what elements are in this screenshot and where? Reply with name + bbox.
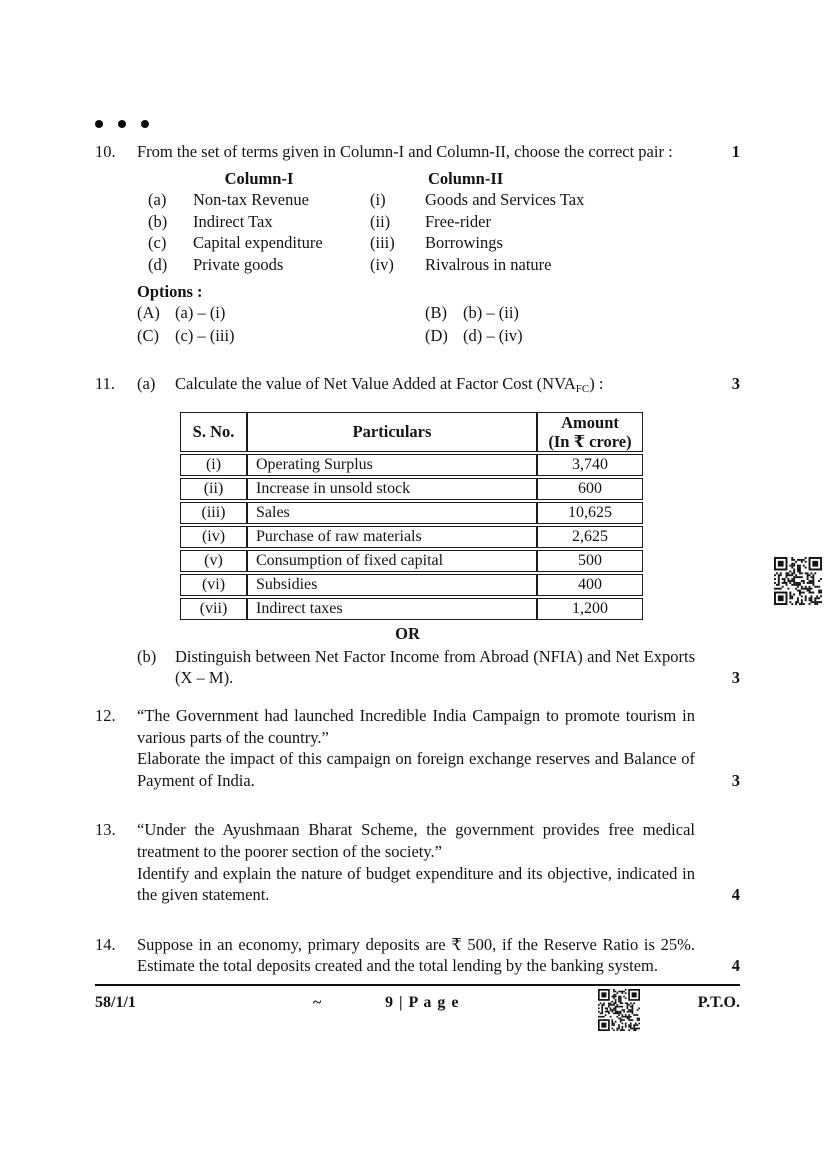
match-row <box>137 211 740 233</box>
option-label: (D) <box>425 325 448 345</box>
column-1-header: Column-I <box>224 168 294 188</box>
bullet-dot <box>141 120 149 128</box>
page-content <box>95 120 740 977</box>
cell-amount: 10,625 <box>537 502 643 524</box>
question-14 <box>95 934 740 977</box>
cell-amount: 500 <box>537 550 643 572</box>
question-number: 12. <box>95 705 116 725</box>
cell-sno: (iii) <box>180 502 247 524</box>
match-columns <box>137 168 740 276</box>
question-12 <box>95 705 740 791</box>
table-row <box>180 454 643 476</box>
options-label: Options : <box>137 281 203 301</box>
cell-particulars: Indirect taxes <box>247 598 537 620</box>
qr-code-footer <box>598 989 640 1031</box>
item-label: (c) <box>148 233 167 253</box>
question-10 <box>95 141 740 347</box>
subpart-label: (b) <box>137 646 157 666</box>
cell-sno: (i) <box>180 454 247 476</box>
item-label: (iii) <box>370 233 395 253</box>
cell-amount: 3,740 <box>537 454 643 476</box>
question-text: Identify and explain the nature of budget expenditure and its objective, indicated in the given statement. <box>137 863 695 905</box>
pto-label: P.T.O. <box>697 994 740 1011</box>
marks-value: 4 <box>731 956 740 976</box>
question-number: 13. <box>95 820 116 840</box>
question-text: Distinguish between Net Factor Income from Abroad (NFIA) and Net Exports (X – M). <box>175 646 695 688</box>
question-text: Calculate the value of Net Value Added at Factor Cost $(NVA_{FC})$ : <box>175 374 604 396</box>
column-2-header: Column-II <box>428 168 504 188</box>
page-number: 9 | P a g e <box>385 994 460 1011</box>
item-text: Rivalrous in nature <box>425 254 552 274</box>
item-text: Borrowings <box>425 233 503 253</box>
match-row <box>137 254 740 276</box>
option-label: (B) <box>425 303 447 323</box>
cell-particulars: Subsidies <box>247 574 537 596</box>
question-text: Elaborate the impact of this campaign on foreign exchange reserves and Balance of Payment of India. <box>137 749 695 790</box>
tilde-mark: ~ <box>313 994 322 1011</box>
item-label: (d) <box>148 254 168 274</box>
cell-amount: 2,625 <box>537 526 643 548</box>
option-text: (c) – (iii) <box>175 325 235 345</box>
marks-value: 3 <box>731 668 740 688</box>
option-text: (a) – (i) <box>175 303 226 323</box>
table-row <box>180 478 643 500</box>
table-row <box>180 574 643 596</box>
cell-sno: (vii) <box>180 598 247 620</box>
table-row <box>180 502 643 524</box>
item-label: (a) <box>148 190 167 210</box>
item-text: Indirect Tax <box>193 211 273 231</box>
question-13 <box>95 819 740 905</box>
marks-value: 4 <box>731 885 740 905</box>
item-text: Free-rider <box>425 211 491 231</box>
qr-code-side <box>774 557 822 605</box>
table-header-row <box>180 412 643 452</box>
item-text: Goods and Services Tax <box>425 190 585 210</box>
option-text: (b) – (ii) <box>463 303 519 323</box>
table-row <box>180 550 643 572</box>
item-label: (i) <box>370 190 386 210</box>
question-quote: “The Government had launched Incredible India Campaign to promote tourism in various parts of the country.” <box>137 705 695 747</box>
table-row <box>180 598 643 620</box>
cell-particulars: Purchase of raw materials <box>247 526 537 548</box>
options-row <box>137 302 740 325</box>
question-number: 10. <box>95 142 116 161</box>
nva-data-table <box>180 410 643 622</box>
subscript-fc: FC <box>575 383 590 396</box>
question-text: Suppose in an economy, primary deposits are ₹ 500, if the Reserve Ratio is 25%. Estimate the total deposits created and the total lending by the banking system. <box>137 934 695 976</box>
subpart-label: (a) <box>137 374 156 394</box>
option-label: (C) <box>137 325 159 345</box>
marks-value: 1 <box>731 142 740 161</box>
option-text: (d) – (iv) <box>463 325 523 345</box>
item-text: Non-tax Revenue <box>193 190 309 210</box>
cell-particulars: Consumption of fixed capital <box>247 550 537 572</box>
paper-code: 58/1/1 <box>95 994 136 1011</box>
cell-amount: 1,200 <box>537 598 643 620</box>
option-label: (A) <box>137 303 160 323</box>
cell-particulars: Sales <box>247 502 537 524</box>
question-number: 14. <box>95 934 116 954</box>
options-block <box>137 281 740 348</box>
cell-sno: (iv) <box>180 526 247 548</box>
table-row <box>180 526 643 548</box>
question-quote: “Under the Ayushmaan Bharat Scheme, the government provides free medical treatment to the poorer section of the society.” <box>137 820 695 861</box>
match-row <box>137 232 740 254</box>
cell-amount: 600 <box>537 478 643 500</box>
cell-amount: 400 <box>537 574 643 596</box>
bullet-dots-icon <box>95 120 740 128</box>
header-sno: S. No. <box>180 412 247 452</box>
cell-particulars: Increase in unsold stock <box>247 478 537 500</box>
question-text: From the set of terms given in Column-I and Column-II, choose the correct pair : <box>137 142 673 161</box>
cell-sno: (vi) <box>180 574 247 596</box>
options-row <box>137 325 740 348</box>
item-text: Capital expenditure <box>193 233 323 253</box>
item-text: Private goods <box>193 254 284 274</box>
bullet-dot <box>95 120 103 128</box>
question-number: 11. <box>95 374 116 394</box>
item-label: (ii) <box>370 211 391 231</box>
cell-sno: (ii) <box>180 478 247 500</box>
or-separator: OR <box>395 623 420 643</box>
question-11 <box>95 373 740 689</box>
bullet-dot <box>118 120 126 128</box>
item-label: (b) <box>148 211 168 231</box>
marks-value: 3 <box>731 374 740 394</box>
marks-value: 3 <box>731 770 740 790</box>
header-amount: Amount (In ₹ crore) <box>537 412 643 452</box>
cell-particulars: Operating Surplus <box>247 454 537 476</box>
item-label: (iv) <box>370 254 394 274</box>
match-row <box>137 189 740 211</box>
cell-sno: (v) <box>180 550 247 572</box>
header-particulars: Particulars <box>247 412 537 452</box>
page-footer <box>95 984 740 1046</box>
